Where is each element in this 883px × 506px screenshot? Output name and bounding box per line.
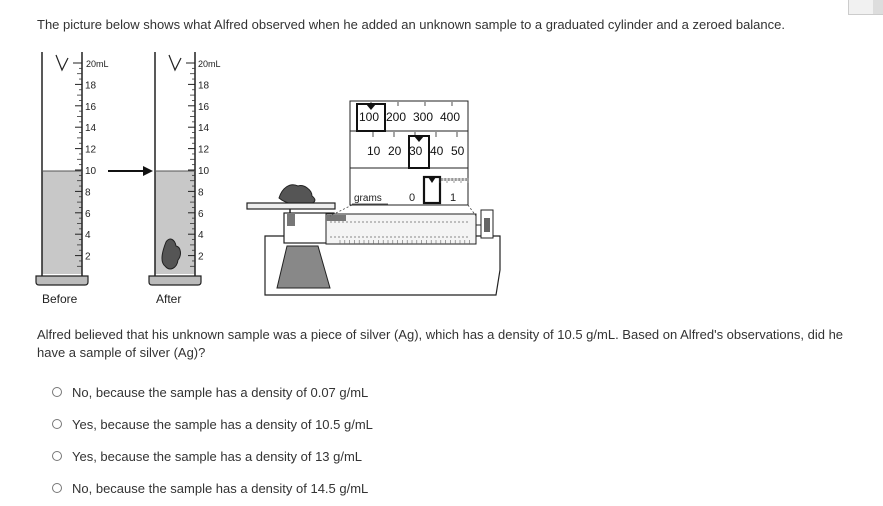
tens-label: 10 <box>367 144 381 158</box>
before-tick-label: 14 <box>85 123 97 135</box>
hundreds-label: 200 <box>386 110 407 124</box>
units-label: grams <box>354 193 382 204</box>
hundreds-label: 400 <box>440 110 461 124</box>
before-tick-label: 12 <box>85 144 97 156</box>
after-label: After <box>156 292 182 306</box>
radio-button[interactable] <box>52 483 62 493</box>
before-tick-label: 6 <box>85 208 91 220</box>
hundreds-label: 300 <box>413 110 434 124</box>
before-tick-label: 8 <box>85 187 91 199</box>
choice-b[interactable] <box>52 408 373 440</box>
before-tick-label: 18 <box>85 80 97 92</box>
choice-label: No, because the sample has a density of 0.07 g/mL <box>72 384 369 400</box>
tens-label: 20 <box>388 144 402 158</box>
before-top-label: 20mL <box>86 59 109 69</box>
arrow-icon <box>108 166 153 176</box>
after-cylinder <box>149 52 221 285</box>
radio-button[interactable] <box>52 451 62 461</box>
radio-button[interactable] <box>52 419 62 429</box>
choice-d[interactable] <box>52 472 373 504</box>
triple-beam-balance <box>247 101 500 295</box>
before-label: Before <box>42 292 78 306</box>
after-tick-label: 8 <box>198 187 204 199</box>
ones-label-1: 1 <box>450 192 457 204</box>
after-tick-label: 14 <box>198 123 210 135</box>
after-top-label: 20mL <box>198 59 221 69</box>
ones-label-0: 0 <box>409 192 416 204</box>
before-tick-label: 2 <box>85 251 91 263</box>
before-cylinder-base <box>36 276 88 285</box>
choice-label: No, because the sample has a density of 14.5 g/mL <box>72 480 369 496</box>
after-tick-label: 10 <box>198 166 210 177</box>
after-tick-label: 6 <box>198 208 204 220</box>
answer-choices <box>52 376 373 504</box>
after-tick-label: 18 <box>198 80 210 92</box>
hundreds-label: 100 <box>359 110 380 124</box>
choice-label: Yes, because the sample has a density of 10.5 g/mL <box>72 416 373 432</box>
before-tick-label: 4 <box>85 230 91 242</box>
choice-a[interactable] <box>52 376 373 408</box>
after-cylinder-base <box>149 276 201 285</box>
tens-label: 30 <box>409 144 423 158</box>
tens-label: 50 <box>451 144 465 158</box>
intro-text: The picture below shows what Alfred observed when he added an unknown sample to a graduated cylinder and a zeroed balance. <box>37 17 785 32</box>
after-tick-label: 16 <box>198 101 210 113</box>
after-tick-label: 12 <box>198 144 210 156</box>
after-tick-label: 2 <box>198 251 204 263</box>
before-liquid <box>42 171 82 274</box>
before-tick-label: 10 <box>85 166 97 177</box>
choice-label: Yes, because the sample has a density of 13 g/mL <box>72 448 363 464</box>
before-cylinder <box>36 52 109 285</box>
sample-rock-on-pan <box>279 185 315 205</box>
choice-c[interactable] <box>52 440 373 472</box>
tens-label: 40 <box>430 144 444 158</box>
after-tick-label: 4 <box>198 230 204 242</box>
before-tick-label: 16 <box>85 101 97 113</box>
question-text: Alfred believed that his unknown sample was a piece of silver (Ag), which has a density of 10.5 g/mL. Based on Alfred's observations, did he have a sample of silver (Ag)? <box>37 327 844 360</box>
radio-button[interactable] <box>52 387 62 397</box>
balance-pan <box>247 203 335 209</box>
